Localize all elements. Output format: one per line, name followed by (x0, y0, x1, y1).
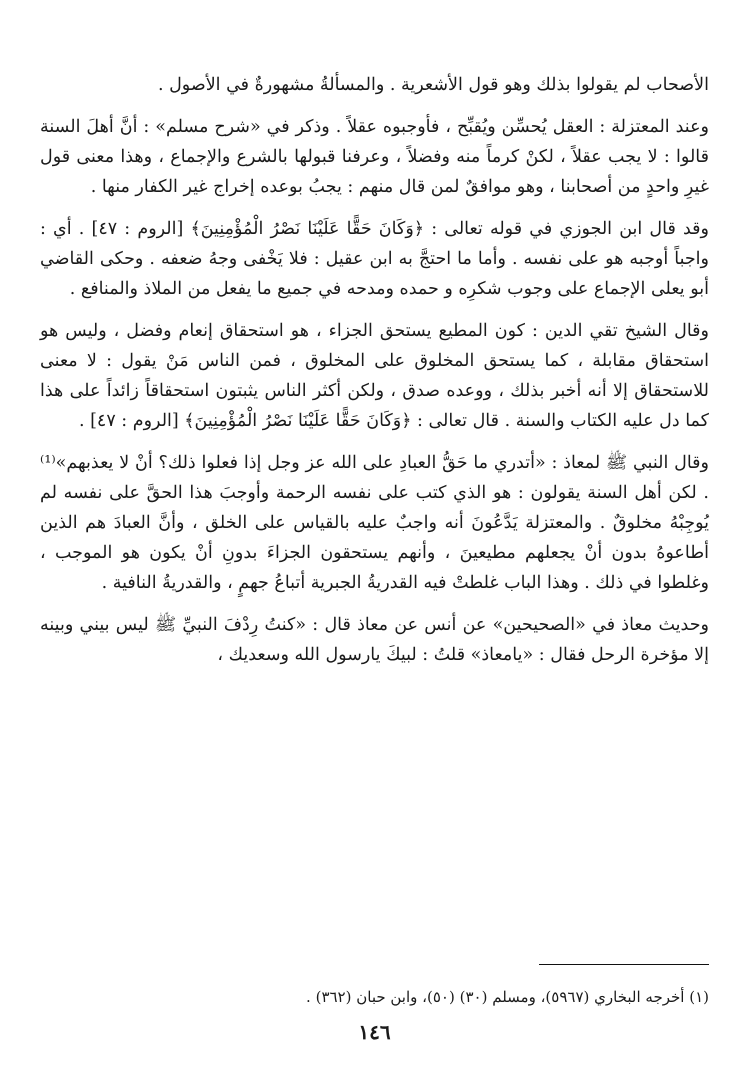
footnote-divider (539, 964, 709, 965)
paragraph-text: الأصحاب لم يقولوا بذلك وهو قول الأشعرية . والمسألةُ مشهورةٌ في الأصول . (157, 75, 709, 95)
footnote: (١) أخرجه البخاري (٥٩٦٧)، ومسلم (٣٠) (٥٠)، وابن حبان (٣٦٢) . (306, 988, 709, 1006)
paragraph (40, 70, 709, 100)
paragraph (40, 214, 709, 304)
paragraph-text: وقال الشيخ تقي الدين : كون المطيع يستحق الجزاء ، هو استحقاق إنعام وفضل ، وليس هو استحقاق مقابلة ، كما يستحق المخلوق على المخلوق ، فمن الناس مَنْ يقول : لا معنى للاستحقاق إلا أنه أخبر بذلك ، ووعده صدق ، ولكن أكثر الناس يثبتون استحقاقاً زائداً على هذا كما دل عليه الكتاب والسنة . قال تعالى : ﴿وَكَانَ حَقًّا عَلَيْنَا نَصْرُ الْمُؤْمِنِينَ﴾ [الروم : ٤٧] . (40, 321, 709, 431)
paragraph-text: وقال النبي ﷺ لمعاذ : «أتدري ما حَقُّ العبادِ على الله عز وجل إذا فعلوا ذلك؟ أنْ لا يعذبهم»⁽¹⁾ . لكن أهل السنة يقولون : هو الذي كتب على نفسه الرحمة وأوجبَ هذا الحقَّ على نفسه لم يُوجِبْهُ مخلوقٌ . والمعتزلة يَدَّعُونَ أنه واجبٌ عليه بالقياس على الخلق ، وأنَّ العبادَ هم الذين أطاعوهُ بدون أنْ يجعلهم مطيعينَ ، وأنهم يستحقون الجزاءَ بدونِ أنْ يكون هو الموجب ، وغلطوا في ذلك . وهذا الباب غلطتْ فيه القدريةُ الجبرية أتباعُ جهمٍ ، والقدريةُ النافية . (40, 453, 709, 593)
paragraph (40, 112, 709, 202)
paragraph-text: وقد قال ابن الجوزي في قوله تعالى : ﴿وَكَانَ حَقًّا عَلَيْنَا نَصْرُ الْمُؤْمِنِينَ﴾ [الروم : ٤٧] . أي : واجباً أوجبه هو على نفسه . وأما ما احتجَّ به ابن عقيل : فلا يَخْفى وجهُ ضعفه . وحكى القاضي أبو يعلى الإجماع على وجوب شكرِه و حمده ومدحه في جميع ما يفعل من الملاذ والمنافع . (40, 219, 709, 299)
paragraph (40, 610, 709, 670)
paragraph-text: وحديث معاذ في «الصحيحين» عن أنس عن معاذ قال : «كنتُ رِدْفَ النبيِّ ﷺ ليس بيني وبينه إلا مؤخرة الرحل فقال : «يامعاذ» قلتُ : لبيكَ يارسول الله وسعديك ، (40, 615, 709, 665)
paragraph (40, 316, 709, 436)
paragraph-text: وعند المعتزلة : العقل يُحسِّن ويُقبِّح ، فأوجبوه عقلاً . وذكر في «شرح مسلم» : أنَّ أهلَ السنة قالوا : لا يجب عقلاً ، لكنْ كرماً منه وفضلاً ، وعرفنا قبولها بالشرع والإجماع ، وهذا معنى قول غيرِ واحدٍ من أصحابنا ، وهو موافقٌ لمن قال منهم : يجبُ بوعده إخراج غير الكفار منها . (40, 117, 709, 197)
paragraph (40, 448, 709, 598)
page-number: ١٤٦ (358, 1020, 391, 1044)
main-text (40, 70, 709, 682)
